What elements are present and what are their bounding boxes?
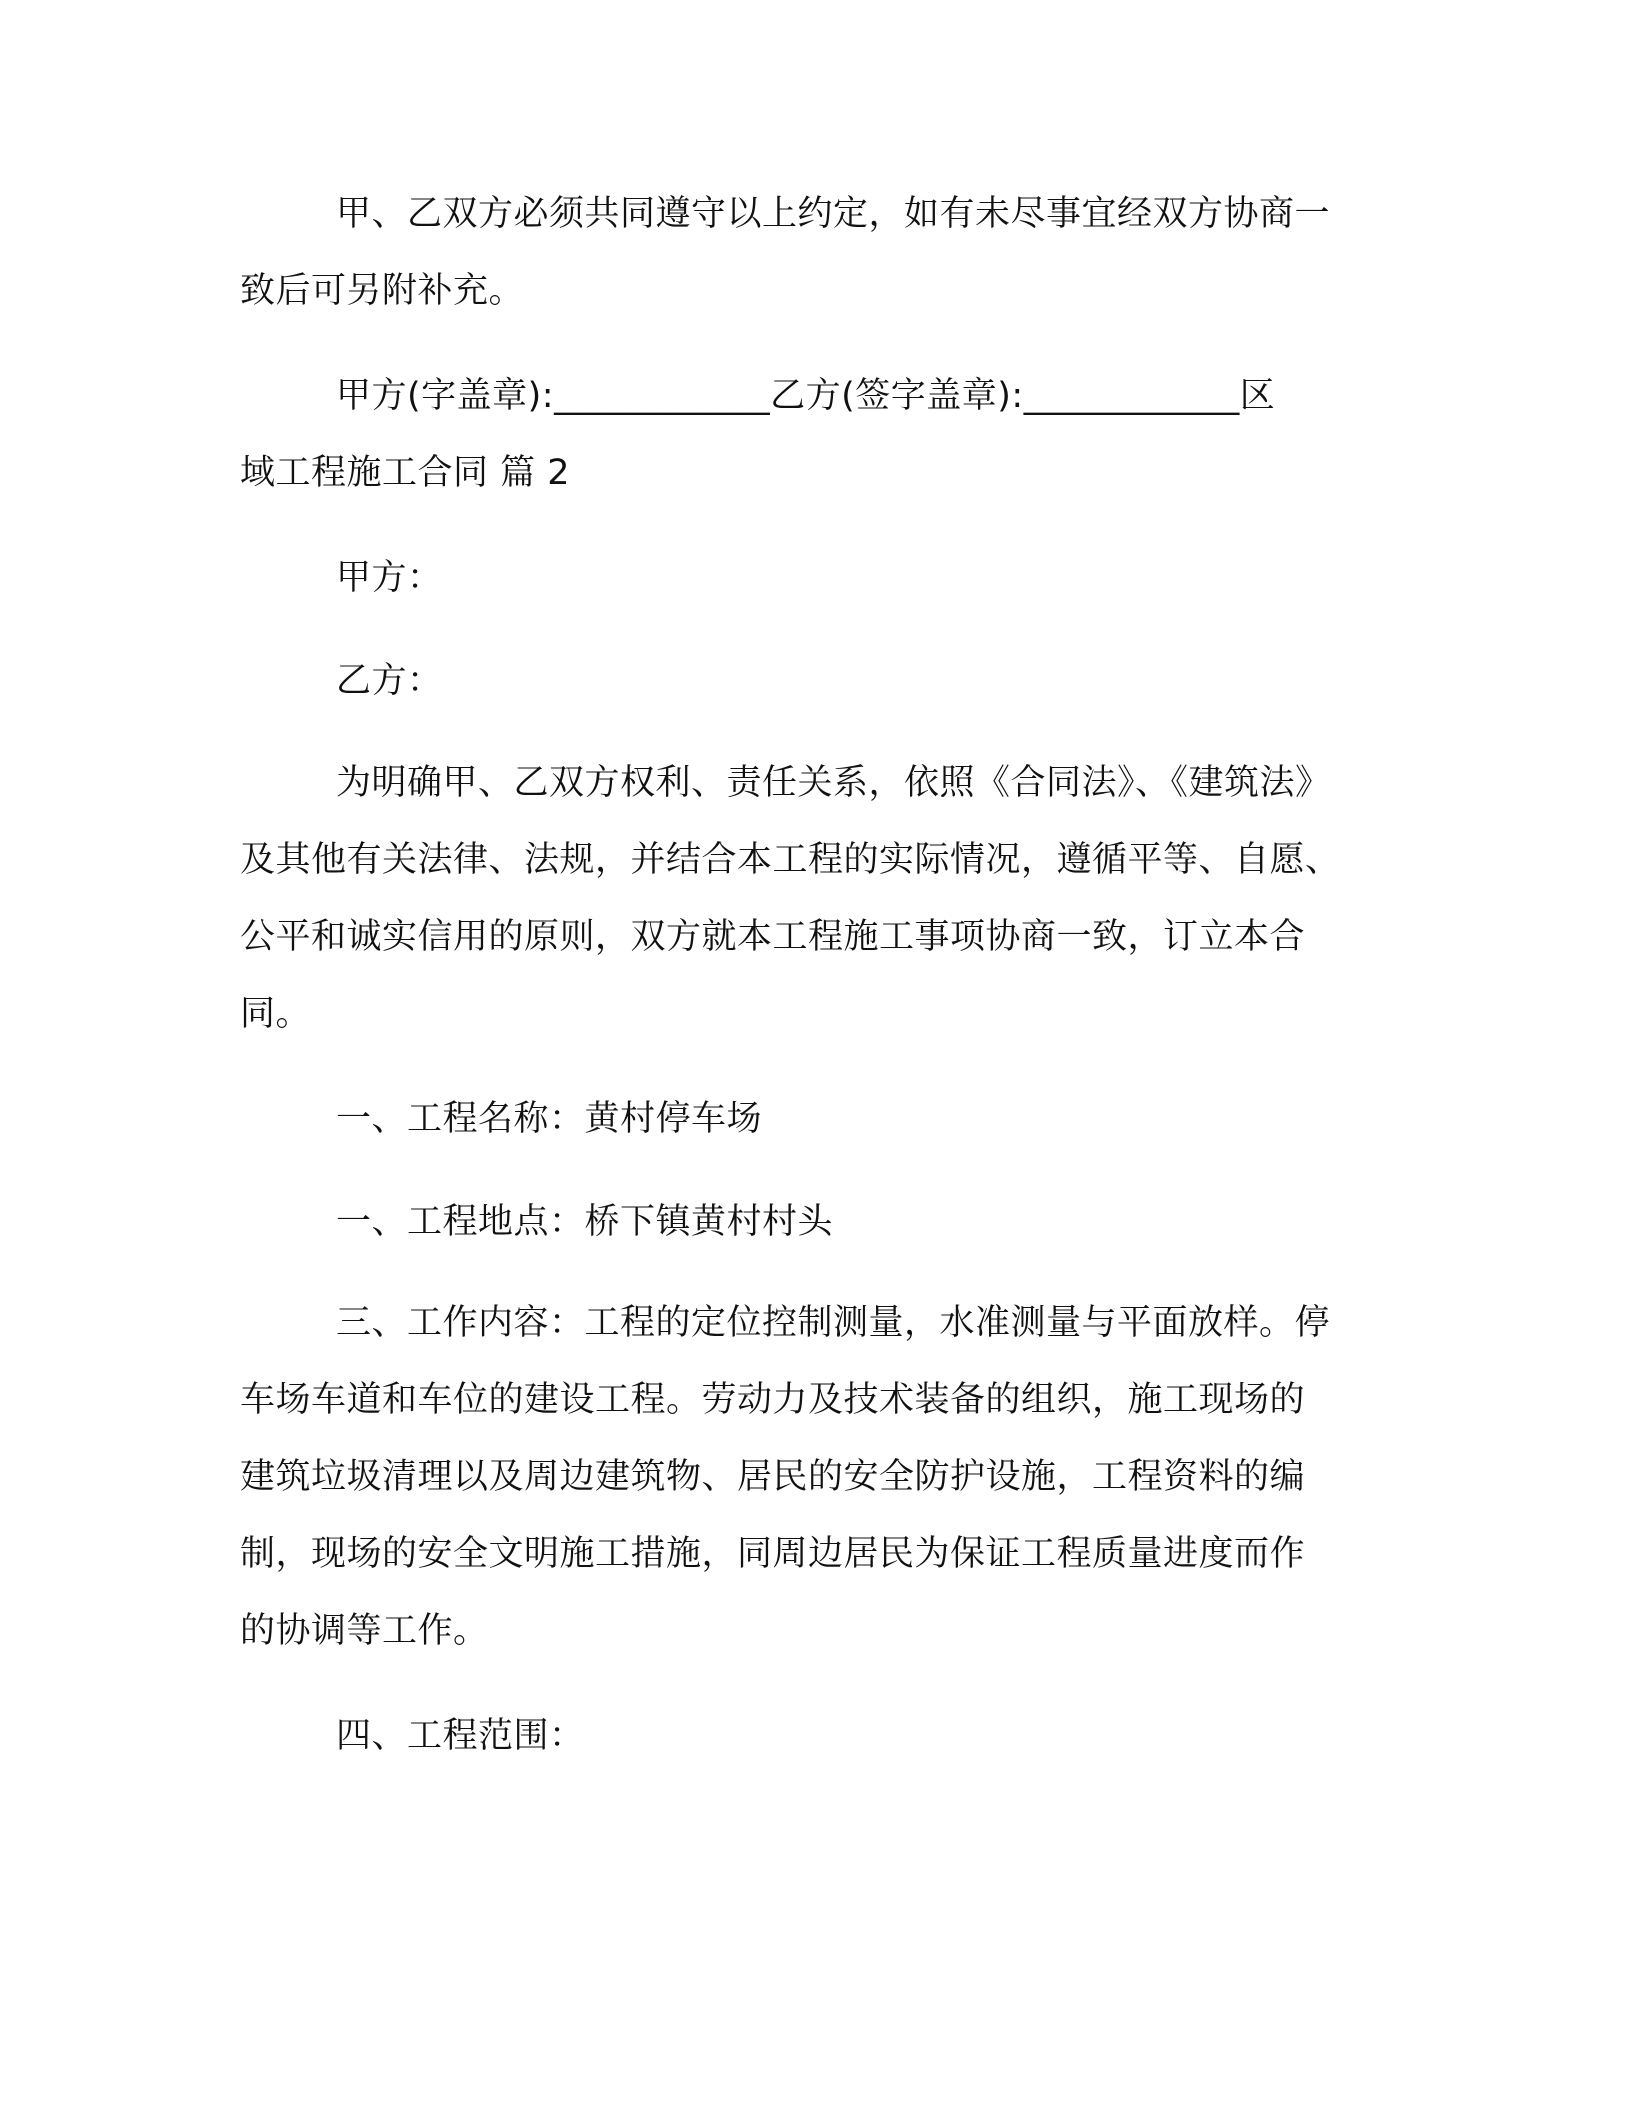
text-line: 四、工程范围： — [336, 1716, 585, 1756]
text-line: 甲方(字盖章):____________乙方(签字盖章):____________区 — [336, 376, 1276, 416]
text-line: 为明确甲、乙双方权利、责任关系，依照《合同法》、《建筑法》 — [336, 763, 1331, 803]
text-line: 制，现场的安全文明施工措施，同周边居民为保证工程质量进度而作 — [240, 1534, 1306, 1574]
paragraph-signature-line — [240, 358, 1400, 512]
text-line: 车场车道和车位的建设工程。劳动力及技术装备的组织，施工现场的 — [240, 1380, 1306, 1420]
text-line: 致后可另附补充。 — [240, 271, 525, 311]
paragraph-project-scope — [240, 1698, 1400, 1775]
text-line: 及其他有关法律、法规，并结合本工程的实际情况，遵循平等、自愿、 — [240, 840, 1341, 880]
text-line: 一、工程名称：黄村停车场 — [336, 1099, 763, 1139]
text-line: 建筑垃圾清理以及周边建筑物、居民的安全防护设施，工程资料的编 — [240, 1457, 1306, 1497]
paragraph-party-a — [240, 540, 1400, 617]
text-line: 甲、乙双方必须共同遵守以上约定，如有未尽事宜经双方协商一 — [336, 194, 1331, 234]
paragraph-preamble — [240, 745, 1400, 1053]
text-line: 域工程施工合同 篇 2 — [240, 453, 571, 493]
text-line: 公平和诚实信用的原则，双方就本工程施工事项协商一致，订立本合 — [240, 917, 1306, 957]
paragraph-project-location — [240, 1184, 1400, 1261]
paragraph-work-content — [240, 1285, 1400, 1670]
text-line: 三、工作内容：工程的定位控制测量，水准测量与平面放样。停 — [336, 1303, 1331, 1343]
paragraph-party-b — [240, 643, 1400, 720]
paragraph-closing-agreement — [240, 176, 1400, 330]
text-line: 一、工程地点：桥下镇黄村村头 — [336, 1202, 834, 1242]
text-line: 同。 — [240, 994, 312, 1034]
text-line: 乙方： — [336, 661, 443, 701]
text-line: 的协调等工作。 — [240, 1611, 489, 1651]
paragraph-project-name — [240, 1081, 1400, 1158]
text-line: 甲方： — [336, 558, 443, 598]
